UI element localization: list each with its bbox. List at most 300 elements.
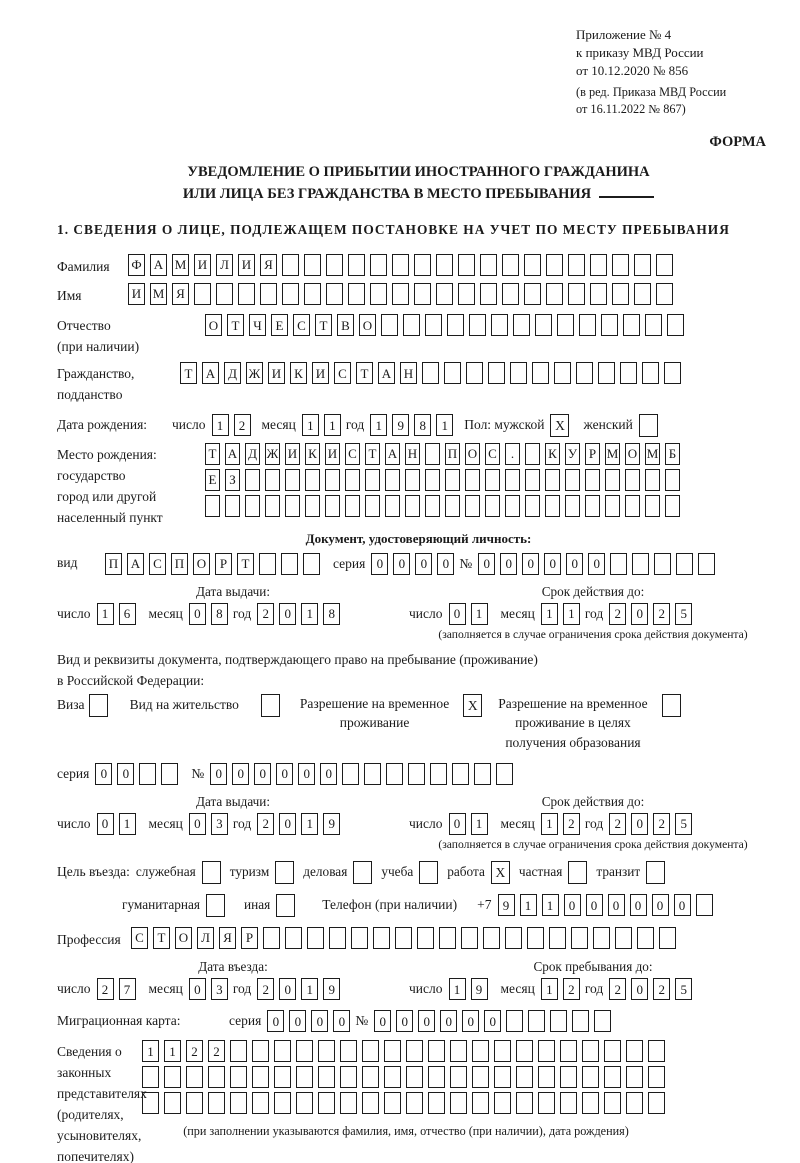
char-cell[interactable]: [604, 1040, 621, 1062]
char-cell[interactable]: [362, 1066, 379, 1088]
char-cell[interactable]: Д: [245, 443, 260, 465]
char-cell[interactable]: 1: [119, 813, 136, 835]
char-cell[interactable]: 0: [279, 978, 296, 1000]
char-cell[interactable]: 7: [119, 978, 136, 1000]
char-cell[interactable]: 0: [478, 553, 495, 575]
char-cell[interactable]: [318, 1092, 335, 1114]
char-cell[interactable]: [524, 254, 541, 276]
char-cell[interactable]: 0: [254, 763, 271, 785]
char-cell[interactable]: И: [194, 254, 211, 276]
char-cell[interactable]: [620, 362, 637, 384]
char-cell[interactable]: 0: [564, 894, 581, 916]
char-cell[interactable]: Р: [215, 553, 232, 575]
char-cell[interactable]: [480, 254, 497, 276]
char-cell[interactable]: [576, 362, 593, 384]
char-cell[interactable]: [582, 1066, 599, 1088]
char-cell[interactable]: [307, 927, 324, 949]
char-cell[interactable]: Б: [665, 443, 680, 465]
purpose-checkbox-sluzhebnaya[interactable]: [202, 861, 221, 884]
char-cell[interactable]: [598, 362, 615, 384]
char-cell[interactable]: [139, 763, 156, 785]
char-cell[interactable]: 0: [544, 553, 561, 575]
char-cell[interactable]: Т: [237, 553, 254, 575]
char-cell[interactable]: 0: [566, 553, 583, 575]
char-cell[interactable]: 9: [323, 813, 340, 835]
char-cell[interactable]: [186, 1092, 203, 1114]
char-cell[interactable]: [560, 1040, 577, 1062]
char-cell[interactable]: 0: [462, 1010, 479, 1032]
char-cell[interactable]: [351, 927, 368, 949]
char-cell[interactable]: 0: [279, 813, 296, 835]
char-cell[interactable]: 2: [257, 603, 274, 625]
char-cell[interactable]: [326, 283, 343, 305]
char-cell[interactable]: [664, 362, 681, 384]
char-cell[interactable]: 0: [449, 813, 466, 835]
char-cell[interactable]: [466, 362, 483, 384]
char-cell[interactable]: [395, 927, 412, 949]
char-cell[interactable]: [579, 314, 596, 336]
char-cell[interactable]: [524, 283, 541, 305]
char-cell[interactable]: [505, 927, 522, 949]
char-cell[interactable]: 1: [563, 603, 580, 625]
char-cell[interactable]: [546, 283, 563, 305]
char-cell[interactable]: [505, 469, 520, 491]
char-cell[interactable]: 2: [609, 813, 626, 835]
char-cell[interactable]: [384, 1040, 401, 1062]
char-cell[interactable]: 2: [563, 813, 580, 835]
char-cell[interactable]: [194, 283, 211, 305]
char-cell[interactable]: 8: [211, 603, 228, 625]
char-cell[interactable]: 1: [471, 603, 488, 625]
char-cell[interactable]: 1: [436, 414, 453, 436]
char-cell[interactable]: 5: [675, 603, 692, 625]
char-cell[interactable]: Н: [400, 362, 417, 384]
char-cell[interactable]: [472, 1092, 489, 1114]
char-cell[interactable]: 0: [674, 894, 691, 916]
char-cell[interactable]: [590, 283, 607, 305]
char-cell[interactable]: [285, 469, 300, 491]
char-cell[interactable]: [252, 1066, 269, 1088]
char-cell[interactable]: 0: [97, 813, 114, 835]
char-cell[interactable]: [568, 254, 585, 276]
char-cell[interactable]: О: [465, 443, 480, 465]
char-cell[interactable]: 0: [588, 553, 605, 575]
char-cell[interactable]: [516, 1040, 533, 1062]
char-cell[interactable]: 1: [541, 978, 558, 1000]
char-cell[interactable]: Т: [315, 314, 332, 336]
char-cell[interactable]: Т: [356, 362, 373, 384]
char-cell[interactable]: [637, 927, 654, 949]
char-cell[interactable]: [494, 1040, 511, 1062]
char-cell[interactable]: А: [378, 362, 395, 384]
char-cell[interactable]: [216, 283, 233, 305]
char-cell[interactable]: [340, 1066, 357, 1088]
char-cell[interactable]: Д: [224, 362, 241, 384]
char-cell[interactable]: [696, 894, 713, 916]
char-cell[interactable]: М: [150, 283, 167, 305]
char-cell[interactable]: 0: [95, 763, 112, 785]
char-cell[interactable]: [601, 314, 618, 336]
char-cell[interactable]: 0: [189, 978, 206, 1000]
char-cell[interactable]: [425, 314, 442, 336]
char-cell[interactable]: [545, 495, 560, 517]
gender-male-checkbox[interactable]: X: [550, 414, 569, 437]
char-cell[interactable]: 0: [333, 1010, 350, 1032]
char-cell[interactable]: [485, 469, 500, 491]
char-cell[interactable]: [340, 1040, 357, 1062]
char-cell[interactable]: С: [345, 443, 360, 465]
char-cell[interactable]: К: [545, 443, 560, 465]
char-cell[interactable]: [318, 1066, 335, 1088]
char-cell[interactable]: [225, 495, 240, 517]
char-cell[interactable]: М: [645, 443, 660, 465]
char-cell[interactable]: [428, 1066, 445, 1088]
char-cell[interactable]: [532, 362, 549, 384]
char-cell[interactable]: [318, 1040, 335, 1062]
char-cell[interactable]: [303, 553, 320, 575]
char-cell[interactable]: С: [149, 553, 166, 575]
char-cell[interactable]: [585, 469, 600, 491]
char-cell[interactable]: [245, 495, 260, 517]
char-cell[interactable]: [186, 1066, 203, 1088]
char-cell[interactable]: А: [385, 443, 400, 465]
char-cell[interactable]: [516, 1066, 533, 1088]
char-cell[interactable]: [274, 1040, 291, 1062]
char-cell[interactable]: [274, 1066, 291, 1088]
char-cell[interactable]: [296, 1092, 313, 1114]
char-cell[interactable]: 0: [608, 894, 625, 916]
char-cell[interactable]: Т: [205, 443, 220, 465]
char-cell[interactable]: [304, 254, 321, 276]
char-cell[interactable]: 1: [324, 414, 341, 436]
char-cell[interactable]: Л: [197, 927, 214, 949]
char-cell[interactable]: [565, 469, 580, 491]
char-cell[interactable]: [436, 283, 453, 305]
char-cell[interactable]: Н: [405, 443, 420, 465]
char-cell[interactable]: Я: [260, 254, 277, 276]
char-cell[interactable]: 0: [279, 603, 296, 625]
char-cell[interactable]: 2: [563, 978, 580, 1000]
char-cell[interactable]: 1: [449, 978, 466, 1000]
char-cell[interactable]: [594, 1010, 611, 1032]
char-cell[interactable]: [452, 763, 469, 785]
purpose-checkbox-delovaya[interactable]: [353, 861, 372, 884]
char-cell[interactable]: 0: [320, 763, 337, 785]
char-cell[interactable]: 0: [189, 813, 206, 835]
char-cell[interactable]: [345, 495, 360, 517]
char-cell[interactable]: [525, 469, 540, 491]
char-cell[interactable]: [461, 927, 478, 949]
char-cell[interactable]: [381, 314, 398, 336]
purpose-checkbox-gumanitarnaya[interactable]: [206, 894, 225, 917]
char-cell[interactable]: С: [293, 314, 310, 336]
char-cell[interactable]: С: [334, 362, 351, 384]
char-cell[interactable]: 2: [186, 1040, 203, 1062]
char-cell[interactable]: [505, 495, 520, 517]
char-cell[interactable]: [554, 362, 571, 384]
char-cell[interactable]: 8: [323, 603, 340, 625]
char-cell[interactable]: 0: [393, 553, 410, 575]
char-cell[interactable]: [626, 1092, 643, 1114]
char-cell[interactable]: [370, 254, 387, 276]
purpose-checkbox-inaya[interactable]: [276, 894, 295, 917]
char-cell[interactable]: [656, 283, 673, 305]
char-cell[interactable]: [296, 1040, 313, 1062]
char-cell[interactable]: [282, 254, 299, 276]
char-cell[interactable]: [285, 927, 302, 949]
char-cell[interactable]: 0: [396, 1010, 413, 1032]
char-cell[interactable]: [406, 1066, 423, 1088]
char-cell[interactable]: [472, 1066, 489, 1088]
char-cell[interactable]: [648, 1040, 665, 1062]
char-cell[interactable]: 9: [392, 414, 409, 436]
char-cell[interactable]: И: [128, 283, 145, 305]
char-cell[interactable]: [645, 469, 660, 491]
char-cell[interactable]: [648, 1066, 665, 1088]
char-cell[interactable]: [585, 495, 600, 517]
char-cell[interactable]: [385, 495, 400, 517]
char-cell[interactable]: 9: [323, 978, 340, 1000]
char-cell[interactable]: 0: [652, 894, 669, 916]
char-cell[interactable]: [444, 362, 461, 384]
char-cell[interactable]: [142, 1066, 159, 1088]
char-cell[interactable]: И: [312, 362, 329, 384]
char-cell[interactable]: [565, 495, 580, 517]
char-cell[interactable]: О: [359, 314, 376, 336]
char-cell[interactable]: 3: [211, 813, 228, 835]
char-cell[interactable]: 0: [415, 553, 432, 575]
char-cell[interactable]: [634, 254, 651, 276]
char-cell[interactable]: [164, 1066, 181, 1088]
char-cell[interactable]: [485, 495, 500, 517]
char-cell[interactable]: 0: [631, 603, 648, 625]
char-cell[interactable]: Ч: [249, 314, 266, 336]
char-cell[interactable]: Е: [205, 469, 220, 491]
char-cell[interactable]: [208, 1066, 225, 1088]
char-cell[interactable]: [560, 1066, 577, 1088]
char-cell[interactable]: .: [505, 443, 520, 465]
char-cell[interactable]: 1: [142, 1040, 159, 1062]
gender-female-checkbox[interactable]: [639, 414, 658, 437]
char-cell[interactable]: [610, 553, 627, 575]
char-cell[interactable]: [325, 495, 340, 517]
char-cell[interactable]: [458, 254, 475, 276]
char-cell[interactable]: 1: [164, 1040, 181, 1062]
char-cell[interactable]: [572, 1010, 589, 1032]
char-cell[interactable]: 0: [484, 1010, 501, 1032]
char-cell[interactable]: Р: [241, 927, 258, 949]
char-cell[interactable]: И: [238, 254, 255, 276]
char-cell[interactable]: [362, 1092, 379, 1114]
char-cell[interactable]: О: [193, 553, 210, 575]
char-cell[interactable]: [325, 469, 340, 491]
char-cell[interactable]: [605, 469, 620, 491]
char-cell[interactable]: И: [325, 443, 340, 465]
char-cell[interactable]: М: [172, 254, 189, 276]
char-cell[interactable]: 0: [374, 1010, 391, 1032]
char-cell[interactable]: 0: [586, 894, 603, 916]
char-cell[interactable]: [525, 443, 540, 465]
char-cell[interactable]: [345, 469, 360, 491]
char-cell[interactable]: 9: [498, 894, 515, 916]
char-cell[interactable]: 0: [267, 1010, 284, 1032]
char-cell[interactable]: Т: [153, 927, 170, 949]
char-cell[interactable]: [305, 469, 320, 491]
char-cell[interactable]: [450, 1040, 467, 1062]
char-cell[interactable]: [428, 1040, 445, 1062]
char-cell[interactable]: [605, 495, 620, 517]
char-cell[interactable]: 9: [471, 978, 488, 1000]
char-cell[interactable]: 1: [471, 813, 488, 835]
char-cell[interactable]: [510, 362, 527, 384]
char-cell[interactable]: О: [625, 443, 640, 465]
char-cell[interactable]: [274, 1092, 291, 1114]
char-cell[interactable]: [403, 314, 420, 336]
char-cell[interactable]: [428, 1092, 445, 1114]
char-cell[interactable]: [405, 469, 420, 491]
char-cell[interactable]: 2: [208, 1040, 225, 1062]
char-cell[interactable]: 0: [440, 1010, 457, 1032]
char-cell[interactable]: [238, 283, 255, 305]
char-cell[interactable]: [502, 254, 519, 276]
char-cell[interactable]: 0: [276, 763, 293, 785]
char-cell[interactable]: [513, 314, 530, 336]
char-cell[interactable]: [362, 1040, 379, 1062]
char-cell[interactable]: [230, 1040, 247, 1062]
char-cell[interactable]: 1: [542, 894, 559, 916]
char-cell[interactable]: [365, 495, 380, 517]
char-cell[interactable]: 0: [449, 603, 466, 625]
char-cell[interactable]: [496, 763, 513, 785]
char-cell[interactable]: [659, 927, 676, 949]
char-cell[interactable]: 0: [630, 894, 647, 916]
char-cell[interactable]: [568, 283, 585, 305]
char-cell[interactable]: 0: [117, 763, 134, 785]
char-cell[interactable]: 1: [302, 414, 319, 436]
char-cell[interactable]: 2: [609, 603, 626, 625]
char-cell[interactable]: [465, 469, 480, 491]
char-cell[interactable]: [447, 314, 464, 336]
char-cell[interactable]: [626, 1066, 643, 1088]
char-cell[interactable]: [642, 362, 659, 384]
char-cell[interactable]: [364, 763, 381, 785]
char-cell[interactable]: 2: [653, 978, 670, 1000]
char-cell[interactable]: [645, 314, 662, 336]
char-cell[interactable]: [665, 469, 680, 491]
char-cell[interactable]: 1: [301, 603, 318, 625]
char-cell[interactable]: 0: [289, 1010, 306, 1032]
char-cell[interactable]: [281, 553, 298, 575]
char-cell[interactable]: А: [150, 254, 167, 276]
char-cell[interactable]: [625, 469, 640, 491]
char-cell[interactable]: О: [205, 314, 222, 336]
char-cell[interactable]: [265, 469, 280, 491]
char-cell[interactable]: [676, 553, 693, 575]
char-cell[interactable]: [417, 927, 434, 949]
char-cell[interactable]: [480, 283, 497, 305]
char-cell[interactable]: П: [105, 553, 122, 575]
char-cell[interactable]: Т: [365, 443, 380, 465]
char-cell[interactable]: А: [127, 553, 144, 575]
char-cell[interactable]: [483, 927, 500, 949]
purpose-checkbox-ucheba[interactable]: [419, 861, 438, 884]
char-cell[interactable]: [632, 553, 649, 575]
char-cell[interactable]: 1: [541, 603, 558, 625]
residence-permit-checkbox[interactable]: [261, 694, 280, 717]
char-cell[interactable]: 1: [301, 978, 318, 1000]
char-cell[interactable]: [623, 314, 640, 336]
purpose-checkbox-rabota[interactable]: X: [491, 861, 510, 884]
char-cell[interactable]: [142, 1092, 159, 1114]
char-cell[interactable]: [282, 283, 299, 305]
char-cell[interactable]: 0: [418, 1010, 435, 1032]
char-cell[interactable]: [205, 495, 220, 517]
char-cell[interactable]: [425, 469, 440, 491]
char-cell[interactable]: 8: [414, 414, 431, 436]
char-cell[interactable]: [494, 1066, 511, 1088]
char-cell[interactable]: [230, 1066, 247, 1088]
char-cell[interactable]: [445, 469, 460, 491]
char-cell[interactable]: 6: [119, 603, 136, 625]
char-cell[interactable]: [538, 1040, 555, 1062]
char-cell[interactable]: С: [131, 927, 148, 949]
char-cell[interactable]: 0: [631, 978, 648, 1000]
char-cell[interactable]: [422, 362, 439, 384]
char-cell[interactable]: [458, 283, 475, 305]
edu-permit-checkbox[interactable]: [662, 694, 681, 717]
char-cell[interactable]: [450, 1066, 467, 1088]
char-cell[interactable]: 0: [311, 1010, 328, 1032]
char-cell[interactable]: 3: [211, 978, 228, 1000]
char-cell[interactable]: 0: [437, 553, 454, 575]
char-cell[interactable]: [654, 553, 671, 575]
char-cell[interactable]: 0: [371, 553, 388, 575]
char-cell[interactable]: 2: [609, 978, 626, 1000]
char-cell[interactable]: М: [605, 443, 620, 465]
char-cell[interactable]: [502, 283, 519, 305]
char-cell[interactable]: К: [305, 443, 320, 465]
char-cell[interactable]: [634, 283, 651, 305]
char-cell[interactable]: 2: [234, 414, 251, 436]
char-cell[interactable]: 2: [257, 813, 274, 835]
char-cell[interactable]: Е: [271, 314, 288, 336]
char-cell[interactable]: 0: [522, 553, 539, 575]
char-cell[interactable]: [414, 283, 431, 305]
char-cell[interactable]: [626, 1040, 643, 1062]
char-cell[interactable]: [516, 1092, 533, 1114]
char-cell[interactable]: [590, 254, 607, 276]
char-cell[interactable]: [285, 495, 300, 517]
char-cell[interactable]: [667, 314, 684, 336]
char-cell[interactable]: О: [175, 927, 192, 949]
char-cell[interactable]: [425, 495, 440, 517]
char-cell[interactable]: [557, 314, 574, 336]
purpose-checkbox-turizm[interactable]: [275, 861, 294, 884]
char-cell[interactable]: 0: [298, 763, 315, 785]
char-cell[interactable]: А: [202, 362, 219, 384]
char-cell[interactable]: 1: [212, 414, 229, 436]
char-cell[interactable]: [648, 1092, 665, 1114]
char-cell[interactable]: [406, 1040, 423, 1062]
char-cell[interactable]: [528, 1010, 545, 1032]
char-cell[interactable]: И: [285, 443, 300, 465]
char-cell[interactable]: [538, 1092, 555, 1114]
char-cell[interactable]: [645, 495, 660, 517]
char-cell[interactable]: [384, 1066, 401, 1088]
char-cell[interactable]: 1: [301, 813, 318, 835]
char-cell[interactable]: [406, 1092, 423, 1114]
char-cell[interactable]: [538, 1066, 555, 1088]
